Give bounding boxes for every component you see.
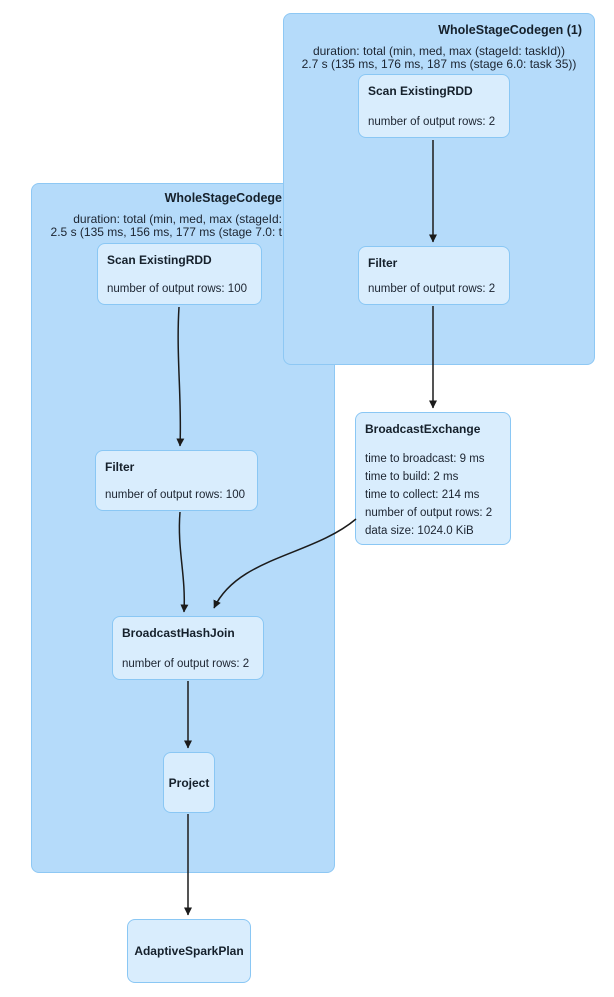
node-title: BroadcastExchange [365, 422, 481, 436]
node-metrics [365, 450, 506, 540]
node-adaptive-spark-plan [127, 919, 251, 983]
node-metric: number of output rows: 100 [107, 283, 247, 295]
node-title: Filter [105, 460, 135, 474]
cluster-wholestagecodegen-1 [283, 13, 595, 365]
node-metric: number of output rows: 2 [368, 116, 496, 128]
node-scan-existingrdd-1 [358, 74, 510, 138]
cluster-wholestagecodegen-1-title: WholeStageCodegen (1) [438, 23, 582, 37]
node-broadcast-hash-join [112, 616, 264, 680]
cluster-wholestagecodegen-2-title: WholeStageCodege [164, 191, 282, 205]
cluster-wholestagecodegen-1-duration [284, 45, 594, 71]
node-scan-existingrdd-2 [97, 243, 262, 305]
node-filter-2 [95, 450, 258, 511]
metric-time-to-build: time to build: 2 ms [365, 471, 459, 483]
node-project [163, 752, 215, 813]
node-metric: number of output rows: 100 [105, 489, 245, 501]
cluster-wholestagecodegen-2-duration [51, 213, 282, 239]
node-title: BroadcastHashJoin [122, 626, 235, 640]
node-title: Scan ExistingRDD [107, 253, 212, 267]
node-title: Filter [368, 256, 398, 270]
node-title: Scan ExistingRDD [368, 84, 473, 98]
metric-output-rows: number of output rows: 2 [365, 507, 493, 519]
duration-line-1: duration: total (min, med, max (stageId: [73, 212, 282, 226]
node-metric: number of output rows: 2 [122, 658, 250, 670]
duration-line-2: 2.5 s (135 ms, 156 ms, 177 ms (stage 7.0: t [50, 225, 282, 239]
metric-data-size: data size: 1024.0 KiB [365, 525, 474, 537]
duration-line-1: duration: total (min, med, max (stageId: taskId)) [312, 44, 566, 58]
node-title: AdaptiveSparkPlan [134, 944, 244, 958]
node-filter-1 [358, 246, 510, 305]
metric-time-to-broadcast: time to broadcast: 9 ms [365, 453, 485, 465]
node-title: Project [168, 775, 210, 790]
node-metric: number of output rows: 2 [368, 283, 496, 295]
metric-time-to-collect: time to collect: 214 ms [365, 489, 480, 501]
node-broadcast-exchange [355, 412, 511, 545]
duration-line-2: 2.7 s (135 ms, 176 ms, 187 ms (stage 6.0: task 35)) [301, 57, 577, 71]
